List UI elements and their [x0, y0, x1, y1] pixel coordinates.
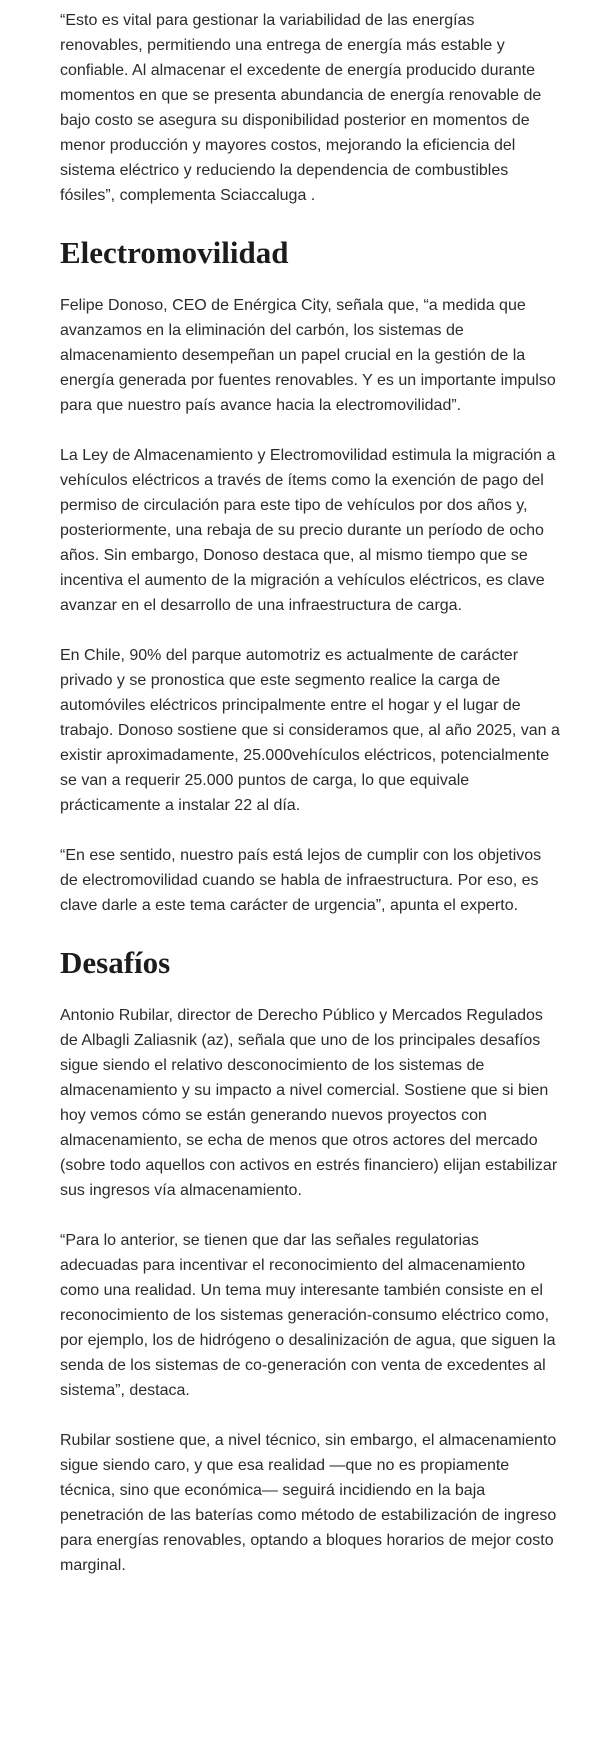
electromovilidad-paragraph-4: “En ese sentido, nuestro país está lejos de cumplir con los objetivos de electromovilidad cuando se habla de infraestructura. Por eso, es clave darle a este tema carácter de urgencia”, apunta el experto. — [60, 847, 542, 914]
desafios-paragraph-2: “Para lo anterior, se tienen que dar las señales regulatorias adecuadas para incentivar el reconocimiento del almacenamiento como una realidad. Un tema muy interesante también consiste en el reconocimiento de los sistemas generación-consumo eléctrico como, por ejemplo, los de hidrógeno o desalinización de agua, que siguen la senda de los sistemas de co-generación con venta de excedentes al sistema”, destaca. — [60, 1232, 556, 1399]
desafios-paragraph-1: Antonio Rubilar, director de Derecho Público y Mercados Regulados de Albagli Zaliasnik (az), señala que uno de los principales desafíos sigue siendo el relativo desconocimiento de los sistemas de almacenamiento y su impacto a nivel comercial. Sostiene que si bien hoy vemos cómo se están generando nuevos proyectos con almacenamiento, se echa de menos que otros actores del mercado (sobre todo aquellos con activos en estrés financiero) elijan estabilizar sus ingresos vía almacenamiento. — [60, 1007, 558, 1199]
section-heading-desafios: Desafíos — [60, 945, 171, 980]
electromovilidad-paragraph-3: En Chile, 90% del parque automotriz es actualmente de carácter privado y se pronostica que este segmento realice la carga de automóviles eléctricos principalmente entre el hogar y el lugar de trabajo. Donoso sostiene que si consideramos que, al año 2025, van a existir aproximadamente, 25.000vehículos eléctricos, potencialmente se van a requerir 25.000 puntos de carga, lo que equivale prácticamente a instalar 22 al día. — [60, 647, 560, 814]
section-heading-electromovilidad: Electromovilidad — [60, 235, 289, 270]
desafios-paragraph-3: Rubilar sostiene que, a nivel técnico, sin embargo, el almacenamiento sigue siendo caro, y que esa realidad —que no es propiamente técnica, sino que económica— seguirá incidiendo en la baja penetración de las baterías como método de estabilización de ingreso para energías renovables, optando a bloques horarios de mejor costo marginal. — [60, 1432, 557, 1574]
electromovilidad-paragraph-1: Felipe Donoso, CEO de Enérgica City, señala que, “a medida que avanzamos en la eliminación del carbón, los sistemas de almacenamiento desempeñan un papel crucial en la gestión de la energía generada por fuentes renovables. Y es un importante impulso para que nuestro país avance hacia la electromovilidad”. — [60, 297, 556, 414]
intro-paragraph: “Esto es vital para gestionar la variabilidad de las energías renovables, permitiendo una entrega de energía más estable y confiable. Al almacenar el excedente de energía producido durante momentos en que se presenta abundancia de energía renovable de bajo costo se asegura su disponibilidad posterior en momentos de menor producción y mayores costos, mejorando la eficiencia del sistema eléctrico y reduciendo la dependencia de combustibles fósiles”, complementa Sciaccaluga . — [60, 12, 542, 204]
electromovilidad-paragraph-2: La Ley de Almacenamiento y Electromovilidad estimula la migración a vehículos eléctricos a través de ítems como la exención de pago del permiso de circulación para este tipo de vehículos por dos años y, posteriormente, una rebaja de su precio durante un período de ocho años. Sin embargo, Donoso destaca que, al mismo tiempo que se incentiva el aumento de la migración a vehículos eléctricos, es clave avanzar en el desarrollo de una infraestructura de carga. — [60, 447, 556, 614]
article-body — [60, 8, 560, 1603]
